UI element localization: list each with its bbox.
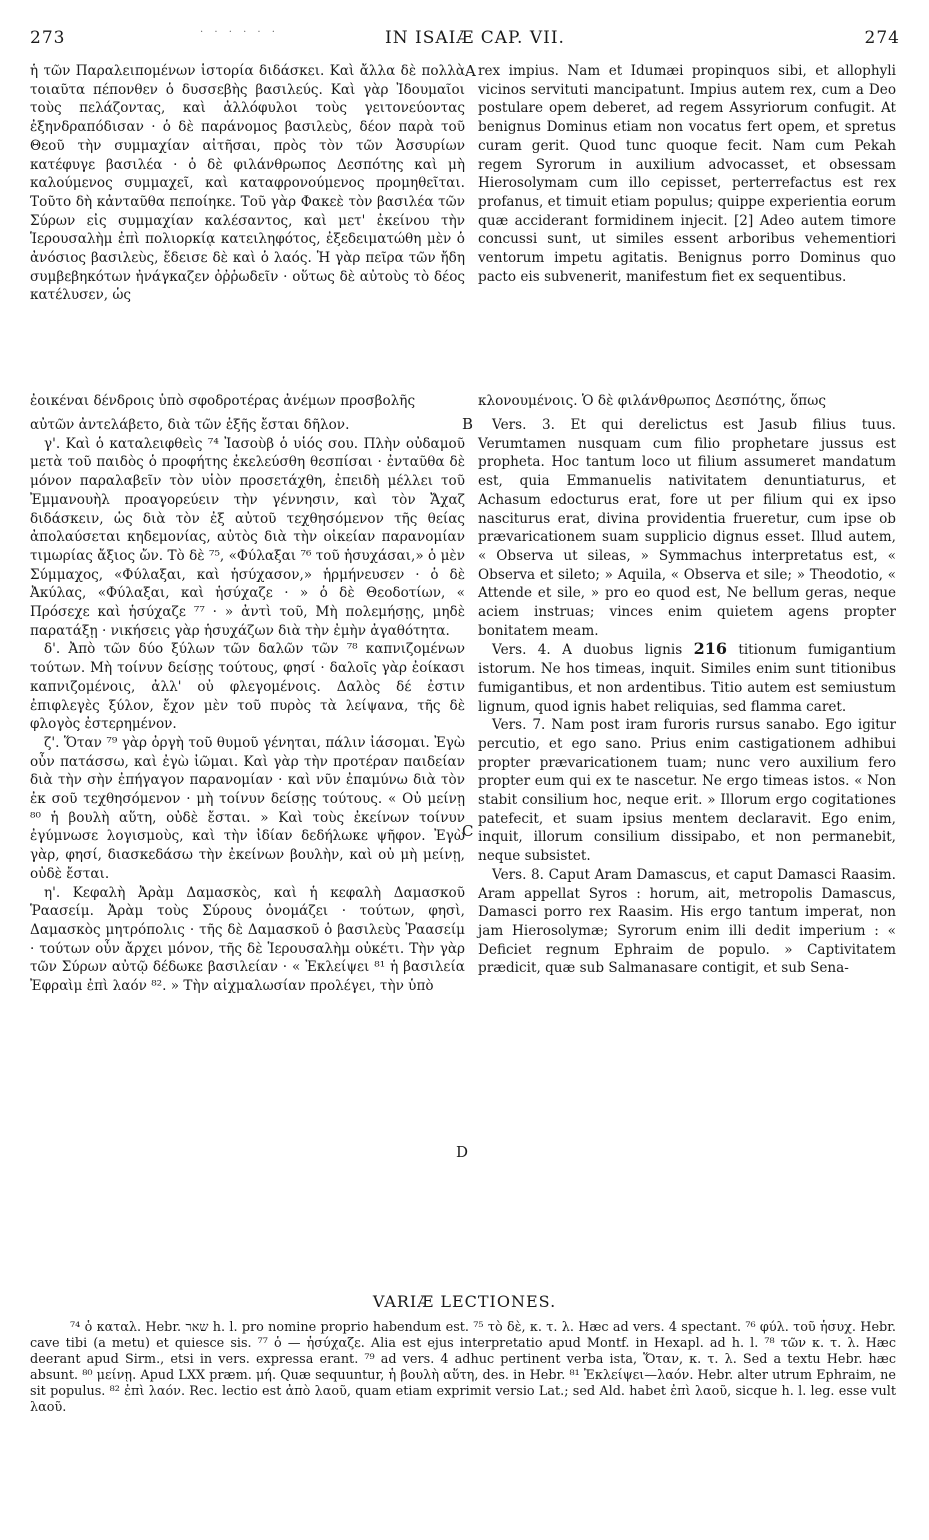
header-mark: . . . . . .: [200, 24, 279, 35]
margin-marker-a: A: [465, 62, 476, 80]
latin-column-top: [478, 62, 896, 286]
greek-paragraph: δ'. Ἀπὸ τῶν δύο ξύλων τῶν δαλῶν τῶν ⁷⁸ καπνιζομένων τούτων. Μὴ τοίνυν δείσῃς τούτους, φησί · δαλοῖς γὰρ ἐοίκασι καπνιζομένοις, ἀλλ' οὐ φλεγομένοις. Δαλὸς δέ ἐστιν ἐπιφλεγὲς ξύλον, ἔχον μὲν τοῦ πυρὸς τὰ λείψανα, τῆς δὲ φλογὸς ἐστερημένον.: [30, 641, 465, 733]
greek-paragraph: γ'. Καὶ ὁ καταλειφθεὶς ⁷⁴ Ἰασοὺβ ὁ υἱός σου. Πλὴν οὐδαμοῦ μετὰ τοῦ παιδὸς ὁ προφήτης ἐκελεύσθη θεσπίσαι · ἐνταῦθα δὲ μόνον παραλαβεῖν τὸν υἱὸν προσετάχθη, ἐπειδὴ μέλλει τοῦ Ἐμμανουὴλ προαγορεύειν τὴν γέννησιν, καὶ τὸν Ἄχαζ διδάσκειν, ὡς διὰ τὸν ἐξ αὐτοῦ τεχθησόμενον τῆς θείας ἀπολαύσεται κηδεμονίας, αὐτὸς διὰ τὴν οἰκείαν παρανομίαν τιμωρίας ἄξιος ὤν. Τὸ δὲ ⁷⁵, «Φύλαξαι ⁷⁶ τοῦ ἡσυχάσαι,» ὁ μὲν Σύμμαχος, «Φύλαξαι, καὶ ἡσύχασον,» ἡρμήνευσεν · ὁ δὲ Ἀκύλας, «Φύλαξαι, καὶ ἡσύχαζε · » ὁ δὲ Θεοδοτίων, « Πρόσεχε καὶ ἡσύχαζε ⁷⁷ · » ἀντὶ τοῦ, Μὴ πολεμήσῃς, μηδὲ παρατάξῃ · νικήσεις γὰρ ἡσυχάζων διὰ τὴν ἐμὴν ἀγαθότητα.: [30, 435, 465, 639]
variae-lectiones-title: VARIÆ LECTIONES.: [372, 1292, 557, 1311]
greek-column-main: [30, 416, 465, 996]
margin-marker-d: D: [456, 1143, 469, 1161]
spanning-line-right: κλονουμένοις. Ὁ δὲ φιλάνθρωπος Δεσπότης, ὅπως: [478, 393, 826, 409]
page-number-left: 273: [30, 28, 66, 48]
spanning-line-left: ἐοικέναι δένδροις ὑπὸ σφοδροτέρας ἀνέμων προσβολῆς: [30, 393, 416, 409]
latin-column-main: [478, 416, 896, 978]
greek-paragraph: ζ'. Ὅταν ⁷⁹ γὰρ ὀργὴ τοῦ θυμοῦ γένηται, πάλιν ἰάσομαι. Ἐγὼ οὖν πατάσσω, καὶ ἐγὼ ἰῶμαι. Καὶ γὰρ τὴν προτέραν παιδείαν διὰ τὴν σὴν ἐπήγαγον παρανομίαν · καὶ νῦν ἐπαμύνω διὰ τὸν ἐκ σοῦ τεχθησόμενον · μὴ τοίνυν δείσῃς τούτους. « Οὐ μείνῃ ⁸⁰ ἡ βουλὴ αὕτη, οὐδὲ ἔσται. » Καὶ τοὺς ἐκείνων τοίνυν ἐγύμνωσε λογισμοὺς, καὶ τὴν ἰδίαν δεδήλωκε ψῆφον. Ἐγὼ γὰρ, φησί, διασκεδάσω τὴν ἐκείνων βουλὴν, καὶ οὐ μὴ μείνῃ, οὐδὲ ἔσται.: [30, 734, 465, 882]
page-header: [30, 28, 900, 54]
greek-paragraph: η'. Κεφαλὴ Ἀρὰμ Δαμασκὸς, καὶ ἡ κεφαλὴ Δαμασκοῦ Ῥαασείμ. Ἀρὰμ τοὺς Σύρους ὀνομάζει · τούτων, φησὶ, Δαμασκὸς μητρόπολις · τῆς δὲ Δαμασκοῦ ὁ βασιλεὺς Ῥαασείμ · τούτων οὖν ἄρχει μόνον, τῆς δὲ Ἱερουσαλὴμ οὐκέτι. Τὴν γὰρ τῶν Σύρων αὐτῷ δέδωκε βασιλείαν · « Ἐκλείψει ⁸¹ ἡ βασιλεία Ἐφραὶμ ἐπὶ λαόν ⁸². » Τὴν αἰχμαλωσίαν προλέγει, τὴν ὑπὸ: [30, 884, 465, 995]
verse-heading: Vers. 4. A duobus lignis: [492, 642, 683, 659]
greek-paragraph: ἡ τῶν Παραλειπομένων ἱστορία διδάσκει. Καὶ ἄλλα δὲ πολλὰ τοιαῦτα πέπονθεν ὁ δυσσεβὴς βασιλεύς. Καὶ γὰρ Ἰδουμαῖοι τοὺς πελάζοντας, καὶ ἀλλόφυλοι τοὺς γειτονεύοντας ἐξηνδραπόδισαν · ὁ δὲ παράνομος βασιλεὺς, δέον παρὰ τοῦ Θεοῦ τὴν συμμαχίαν αἰτῆσαι, πρὸς τὸν τῶν Ἀσσυρίων κατέφυγε βασιλέα · ὁ δὲ φιλάνθρωπος Δεσπότης καὶ μὴ καλούμενος συμμαχεῖ, καὶ καταφρονούμενος προμηθεῖται. Τοῦτο δὴ κἀνταῦθα πεποίηκε. Τοῦ γὰρ Φακεὲ τὸν βασιλέα τῶν Σύρων εἰς συμμαχίαν καλέσαντος, καὶ μετ' ἐκείνου τὴν Ἱερουσαλὴμ ἐπὶ πολιορκίᾳ κατειληφότος, ἐξεδειματώθη μὲν ὁ ἀνόσιος βασιλεὺς, ἔδεισε δὲ καὶ ὁ λαός. Ἡ γὰρ πεῖρα τῶν ἤδη συμβεβηκότων ἠνάγκαζεν ὀῤῥωδεῖν · οὕτως δὲ αὐτοὺς τὸ δέος κατέλυσεν, ὡς: [30, 63, 465, 304]
latin-paragraph: Vers. 8. Caput Aram Damascus, et caput Damasci Raasim. Aram appellat Syros : horum, ait, metropolis Damascus, Damasci porro rex Raasim. His ergo tantum imperat, non jam Hierosolymæ; Syrorum enim illi dedit imperium : « Deficiet regnum Ephraim de populo. » Captivitatem prædicit, quæ sub Salmanasare contigit, et sub Sena-: [478, 866, 896, 977]
greek-paragraph: αὐτῶν ἀντελάβετο, διὰ τῶν ἑξῆς ἔσται δῆλον.: [30, 417, 350, 433]
variae-lectiones-text: ⁷⁴ ὁ καταλ. Hebr. שאר h. l. pro nomine proprio habendum est. ⁷⁵ τὸ δὲ, κ. τ. λ. Hæc ad vers. 4 spectant. ⁷⁶ φύλ. τοῦ ἡσυχ. Hebr. cave tibi (a metu) et quiesce sis. ⁷⁷ ὁ — ἡσύχαζε. Alia est ejus interpretatio apud Montf. in Hexapl. ad h. l. ⁷⁸ τῶν κ. τ. λ. Hæc deerant apud Sirm., etsi in vers. expressa erant. ⁷⁹ ad vers. 4 adhuc pertinent verba ista, Ὅταν, κ. τ. λ. Sed a textu Hebr. hæc absunt. ⁸⁰ μείνῃ. Apud LXX præm. μή. Quæ sequuntur, ἡ βουλὴ αὕτη, des. in Hebr. ⁸¹ Ἐκλείψει—λαόν. Hebr. alter utrum Ephraim, ne sit populus. ⁸² ἐπὶ λαόν. Rec. lectio est ἀπὸ λαοῦ, quam etiam exprimit versio Lat.; sed Ald. habet ἐπὶ λαοῦ, sicque h. l. leg. esse vult λαοῦ.: [30, 1320, 896, 1415]
latin-paragraph: Vers. 7. Nam post iram furoris rursus sanabo. Ego igitur percutio, et ego sano. Prius enim castigationem adhibui propter prævaricationem tuam; nunc vero auxilium fero propter eum qui ex te nascetur. Ne ergo timeas istos. « Non stabit consilium hoc, neque erit. » Illorum ergo cogitationes patefecit, et suam ipsius mentem declaravit. Ego enim, inquit, illorum consilium dissipabo, et non permanebit, neque subsistet.: [478, 717, 896, 865]
margin-marker-c: C: [462, 822, 474, 840]
latin-paragraph: rex impius. Nam et Idumæi propinquos sibi, et allophyli vicinos servituti mancipatunt. Impius autem rex, cum a Deo postulare opem deberet, ad regem Assyriorum confugit. At benignus Dominus etiam non vocatus fert opem, et spretus curam gerit. Quod tunc quoque fecit. Nam cum Pekah regem Syrorum in auxilium advocasset, et obsessam Hierosolymam cum illo cepisset, perterrefactus est rex profanus, et timuit etiam populus; quippe experientia eorum quæ acciderant formidinem injecit. [2] Adeo autem timore concussi sunt, ut similes essent arboribus vehementiori ventorum impetu agitatis. Benignus porro Dominus quo pacto eis subvenerit, manifestum fiet ex sequentibus.: [478, 63, 896, 285]
verse-text: titionum fumigantium istorum. Ne hos timeas, inquit. Similes enim sunt titionibus fumigantibus, et non ardentibus. Titio autem est semiustum lignum, quod ignis habet reliquias, sed flamma caret.: [478, 642, 896, 715]
page-number-right: 274: [864, 28, 900, 48]
running-title: IN ISAIÆ CAP. VII.: [385, 28, 565, 48]
latin-paragraph: [478, 640, 896, 716]
column-number: 216: [693, 639, 727, 659]
greek-column-top: [30, 62, 465, 305]
latin-paragraph: Vers. 3. Et qui derelictus est Jasub filius tuus. Verumtamen nusquam cum filio prophetare jussus est propheta. Hoc tantum loco ut filium assumeret mandatum est, quia Emmanuelis nativitatem denuntiaturus, et Achasum edocturus erat, fore ut per filium qui ex ipso nasciturus erat, divina providentia frueretur, cum ipse ob prævaricationem suam supplicio dignus esset. Illud autem, « Observa ut sileas, » Symmachus interpretatus est, « Observa et sileto; » Aquila, « Observa et sile; » Theodotio, « Attende et sile, » pro eo quod est, Ne bellum geras, neque aciem instruas; vinces enim quietem agens propter bonitatem meam.: [478, 417, 896, 639]
variae-lectiones: [30, 1320, 896, 1416]
margin-marker-b: B: [462, 415, 474, 433]
